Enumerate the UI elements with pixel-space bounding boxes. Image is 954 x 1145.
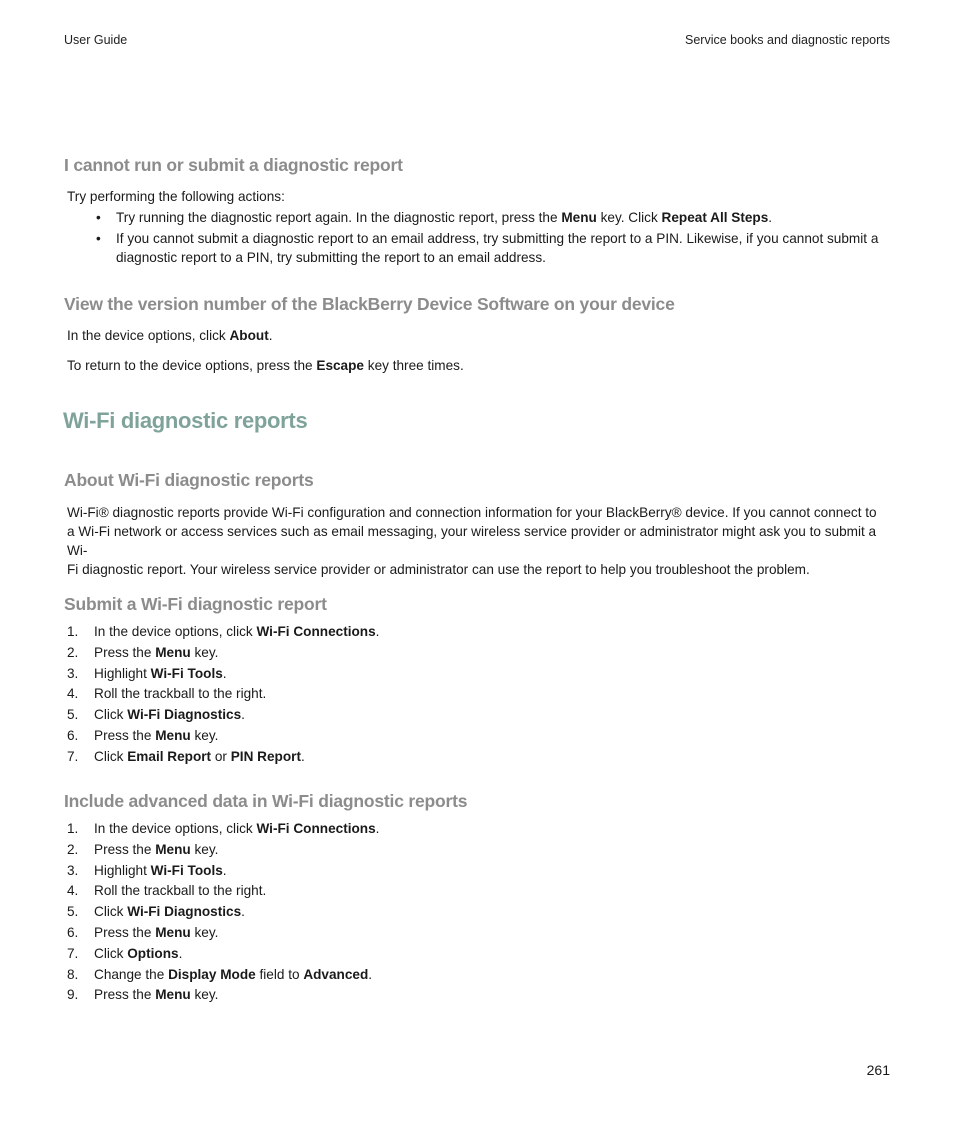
step-item: Click Email Report or PIN Report. [94,748,305,764]
page-number: 261 [866,1062,890,1078]
bullet-item: Try running the diagnostic report again. In the diagnostic report, press the Menu key. Click Repeat All Steps. [116,210,773,225]
paragraph: Wi-Fi® diagnostic reports provide Wi-Fi configuration and connection information for your BlackBerry® device. If you cannot connect to a Wi-Fi network or access services such as email messaging, your wireless service provider or administrator might ask you to submit a Wi- Fi diagnostic report. Your wireless service provider or administrator can use the report to help you troubleshoot the problem. [67,505,877,577]
step-number: 1. [67,624,79,639]
section-heading-submit-wifi: Submit a Wi-Fi diagnostic report [64,594,327,614]
step-item: Highlight Wi-Fi Tools. [94,665,227,681]
step-number: 3. [67,665,79,681]
step-number: 9. [67,987,79,1003]
step-item: Highlight Wi-Fi Tools. [94,862,227,878]
step-item: In the device options, click Wi-Fi Connections. [94,821,380,836]
step-item: Press the Menu key. [94,644,219,660]
step-item: In the device options, click Wi-Fi Connections. [94,624,380,639]
step-number: 6. [67,925,79,940]
step-number: 2. [67,644,79,660]
step-number: 7. [67,945,79,961]
step-item: Click Options. [94,945,183,961]
section-heading-version-number: View the version number of the BlackBerry Device Software on your device [64,294,675,314]
step-item: Press the Menu key. [94,728,219,743]
paragraph: To return to the device options, press the Escape key three times. [67,358,464,373]
bullet-icon: • [96,231,101,246]
step-item: Roll the trackball to the right. [94,686,267,702]
intro-text: Try performing the following actions: [67,189,285,204]
bullet-item: If you cannot submit a diagnostic report to an email address, try submitting the report to a PIN. Likewise, if you cannot submit a diagnostic report to a PIN, try submitting the report to an email address. [116,231,879,265]
step-item: Change the Display Mode field to Advanced. [94,966,373,982]
bullet-icon: • [96,210,101,225]
running-header-left: User Guide [64,33,128,47]
step-item: Press the Menu key. [94,925,219,940]
paragraph: In the device options, click About. [67,328,273,343]
step-number: 4. [67,883,79,899]
step-number: 8. [67,966,79,982]
step-number: 1. [67,821,79,836]
step-item: Press the Menu key. [94,841,219,857]
chapter-title: Wi-Fi diagnostic reports [63,408,308,433]
step-item: Click Wi-Fi Diagnostics. [94,707,245,723]
step-item: Press the Menu key. [94,987,219,1003]
section-heading-cannot-run: I cannot run or submit a diagnostic report [64,155,403,175]
step-number: 5. [67,904,79,920]
step-item: Click Wi-Fi Diagnostics. [94,904,245,920]
step-number: 3. [67,862,79,878]
step-number: 2. [67,841,79,857]
step-number: 7. [67,748,79,764]
step-number: 6. [67,728,79,743]
section-heading-advanced-data: Include advanced data in Wi-Fi diagnostic reports [64,791,468,811]
step-number: 5. [67,707,79,723]
step-item: Roll the trackball to the right. [94,883,267,899]
section-heading-about-wifi: About Wi-Fi diagnostic reports [64,470,314,490]
running-header-right: Service books and diagnostic reports [685,33,890,47]
step-number: 4. [67,686,79,702]
